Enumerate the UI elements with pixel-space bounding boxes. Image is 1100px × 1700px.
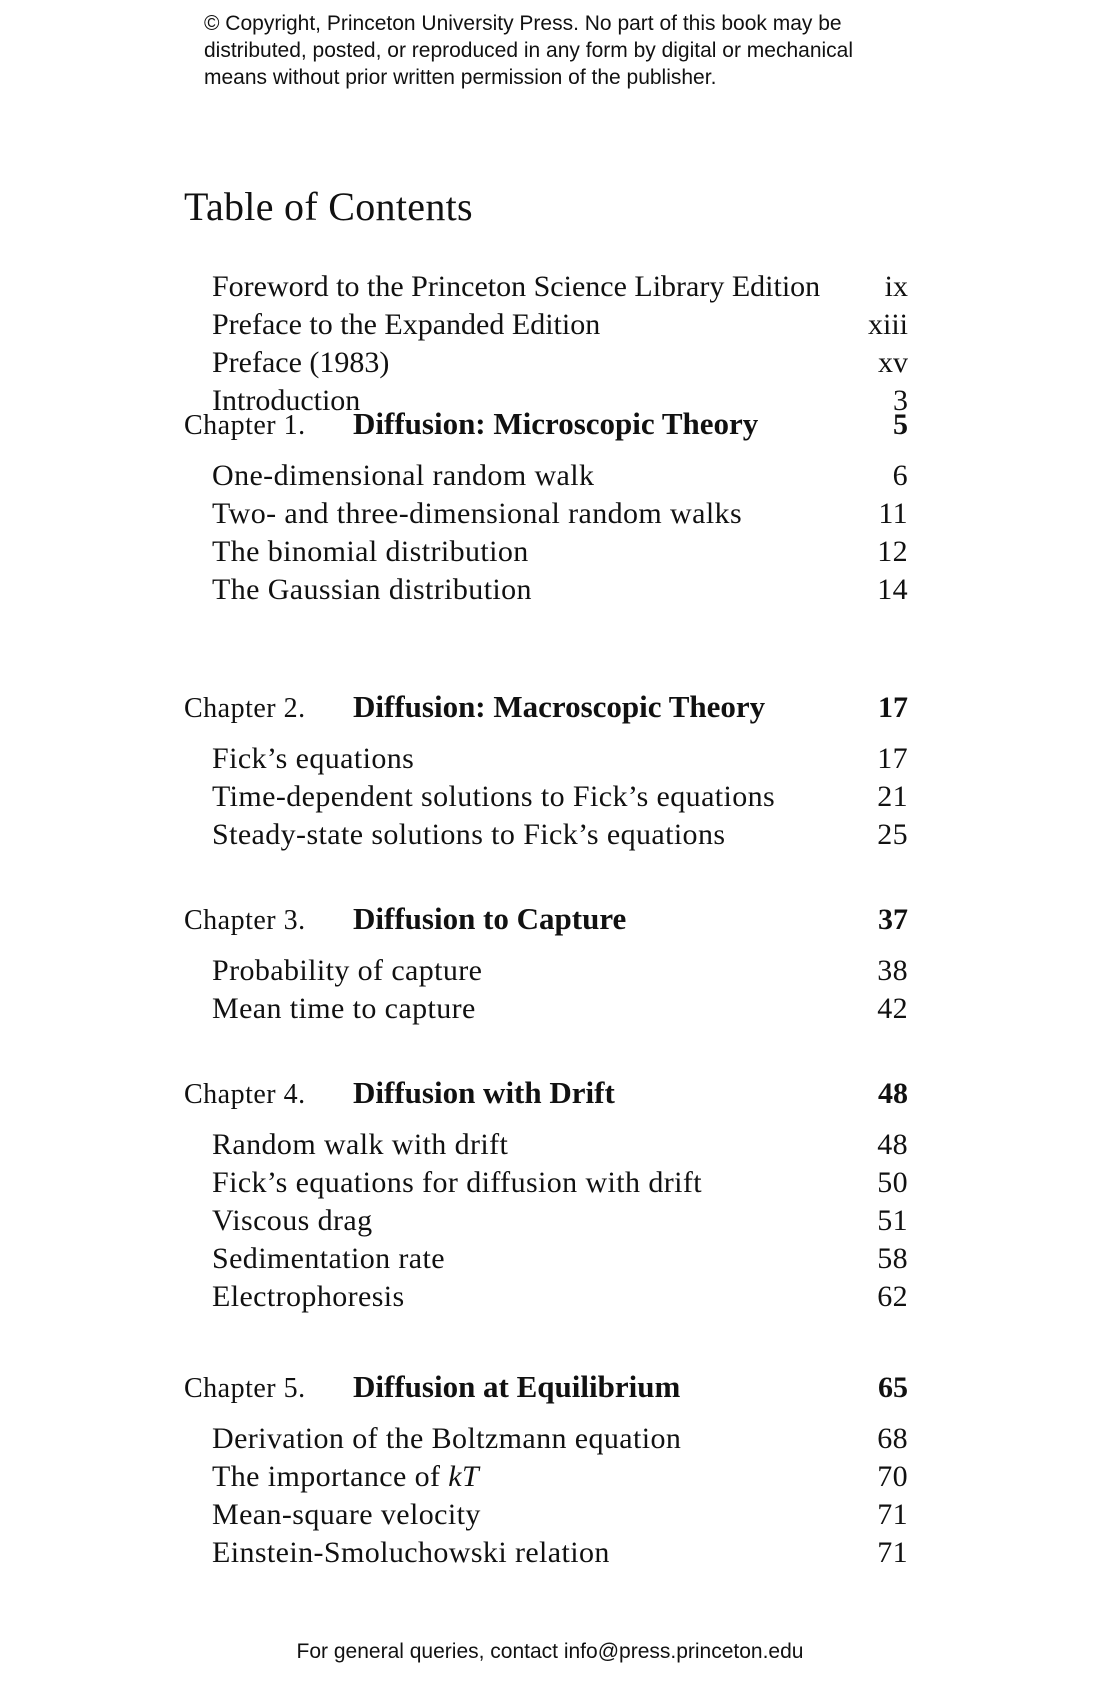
- chapter-label: Chapter 1.: [184, 410, 306, 441]
- entry-page: 17: [877, 742, 908, 775]
- chapter-title: Diffusion with Drift: [353, 1075, 615, 1110]
- entry-page: 58: [877, 1242, 908, 1275]
- chapter-label: Chapter 4.: [184, 1079, 306, 1110]
- entry-title-text: The importance of: [212, 1460, 449, 1493]
- entry-page: 6: [892, 459, 908, 492]
- copyright-line: distributed, posted, or reproduced in any form by digital or mechanical: [204, 39, 854, 62]
- entry-title: Preface to the Expanded Edition: [212, 308, 601, 341]
- entry-page: 70: [877, 1460, 908, 1493]
- toc-entry[interactable]: [212, 1164, 908, 1202]
- toc-entry[interactable]: [212, 1278, 908, 1316]
- chapter-title: Diffusion: Macroscopic Theory: [353, 689, 766, 724]
- entry-title: Time-dependent solutions to Fick’s equations: [212, 780, 776, 813]
- chapter-label: Chapter 3.: [184, 905, 306, 936]
- entry-title: Random walk with drift: [212, 1128, 509, 1161]
- chapter-page: 37: [878, 903, 908, 936]
- entry-page: 11: [878, 497, 908, 530]
- toc-entry[interactable]: [212, 533, 908, 571]
- toc-entry[interactable]: [212, 1240, 908, 1278]
- chapter-page: 65: [878, 1371, 908, 1404]
- entry-title: Mean time to capture: [212, 992, 476, 1025]
- toc-entry[interactable]: [212, 740, 908, 778]
- toc-entry[interactable]: [212, 1202, 908, 1240]
- front-matter-list: [212, 268, 908, 420]
- entry-page: 12: [877, 535, 908, 568]
- entry-page: xv: [878, 346, 908, 379]
- chapter-label: Chapter 2.: [184, 693, 306, 724]
- entry-page: 71: [877, 1536, 908, 1569]
- entry-page: 62: [877, 1280, 908, 1313]
- entry-page: ix: [884, 270, 908, 303]
- chapter-heading[interactable]: [184, 687, 908, 729]
- chapter-page: 17: [878, 691, 908, 724]
- copyright-notice: [204, 10, 1004, 91]
- chapter-page: 48: [878, 1077, 908, 1110]
- toc-entry[interactable]: [212, 816, 908, 854]
- toc-entry[interactable]: [212, 457, 908, 495]
- entry-title: Two- and three-dimensional random walks: [212, 497, 743, 530]
- toc-entry[interactable]: [212, 306, 908, 344]
- entry-title: The Gaussian distribution: [212, 573, 532, 606]
- toc-entry[interactable]: [212, 952, 908, 990]
- entry-page: 3: [893, 384, 908, 417]
- copyright-line: means without prior written permission of the publisher.: [204, 66, 717, 89]
- entry-title: One-dimensional random walk: [212, 459, 595, 492]
- toc-entry[interactable]: [212, 1496, 908, 1534]
- chapter-1: [184, 404, 908, 609]
- chapter-heading[interactable]: [184, 1367, 908, 1409]
- toc-entry[interactable]: [212, 571, 908, 609]
- chapter-heading[interactable]: [184, 404, 908, 446]
- chapter-title: Diffusion to Capture: [353, 901, 627, 936]
- section-list: [212, 1420, 908, 1572]
- entry-title: Mean-square velocity: [212, 1498, 481, 1531]
- entry-page: 68: [877, 1422, 908, 1455]
- footer-contact: For general queries, contact info@press.princeton.edu: [296, 1640, 804, 1663]
- kt-symbol: kT: [448, 1460, 480, 1493]
- toc-entry[interactable]: [212, 268, 908, 306]
- entry-page: 14: [877, 573, 908, 606]
- chapter-4: [184, 1073, 908, 1316]
- entry-page: xiii: [867, 308, 908, 341]
- toc-entry[interactable]: [212, 1458, 908, 1496]
- section-list: [212, 952, 908, 1028]
- entry-page: 42: [877, 992, 908, 1025]
- entry-title: Preface (1983): [212, 346, 390, 379]
- chapter-heading[interactable]: [184, 1073, 908, 1115]
- entry-title: [212, 1458, 479, 1496]
- entry-title: Introduction: [212, 384, 361, 417]
- chapter-title: Diffusion at Equilibrium: [353, 1369, 681, 1404]
- entry-title: Viscous drag: [212, 1204, 373, 1237]
- entry-title: Electrophoresis: [212, 1280, 405, 1313]
- entry-page: 50: [877, 1166, 908, 1199]
- entry-page: 38: [877, 954, 908, 987]
- entry-title: Foreword to the Princeton Science Library Edition: [212, 270, 821, 303]
- entry-title: Probability of capture: [212, 954, 483, 987]
- entry-page: 21: [877, 780, 908, 813]
- toc-entry[interactable]: [212, 1126, 908, 1164]
- entry-page: 51: [877, 1204, 908, 1237]
- entry-page: 71: [877, 1498, 908, 1531]
- entry-title: Einstein-Smoluchowski relation: [212, 1536, 610, 1569]
- entry-page: 25: [877, 818, 908, 851]
- entry-page: 48: [877, 1128, 908, 1161]
- chapter-title: Diffusion: Microscopic Theory: [353, 406, 759, 441]
- chapter-2: [184, 687, 908, 854]
- toc-entry[interactable]: [212, 778, 908, 816]
- entry-title: Fick’s equations: [212, 742, 415, 775]
- chapter-3: [184, 899, 908, 1028]
- entry-title: Steady-state solutions to Fick’s equations: [212, 818, 726, 851]
- entry-title: Fick’s equations for diffusion with drift: [212, 1166, 702, 1199]
- chapter-label: Chapter 5.: [184, 1373, 306, 1404]
- section-list: [212, 740, 908, 854]
- section-list: [212, 1126, 908, 1316]
- chapter-5: [184, 1367, 908, 1572]
- entry-title: The binomial distribution: [212, 535, 529, 568]
- entry-title: Derivation of the Boltzmann equation: [212, 1422, 682, 1455]
- copyright-line: © Copyright, Princeton University Press. No part of this book may be: [204, 12, 842, 35]
- toc-entry[interactable]: [212, 1534, 908, 1572]
- toc-entry[interactable]: [212, 344, 908, 382]
- chapter-page: 5: [893, 408, 908, 441]
- entry-title: Sedimentation rate: [212, 1242, 445, 1275]
- toc-entry[interactable]: [212, 1420, 908, 1458]
- page-title: Table of Contents: [184, 184, 473, 229]
- chapter-heading[interactable]: [184, 899, 908, 941]
- section-list: [212, 457, 908, 609]
- toc-entry[interactable]: [212, 990, 908, 1028]
- toc-entry[interactable]: [212, 495, 908, 533]
